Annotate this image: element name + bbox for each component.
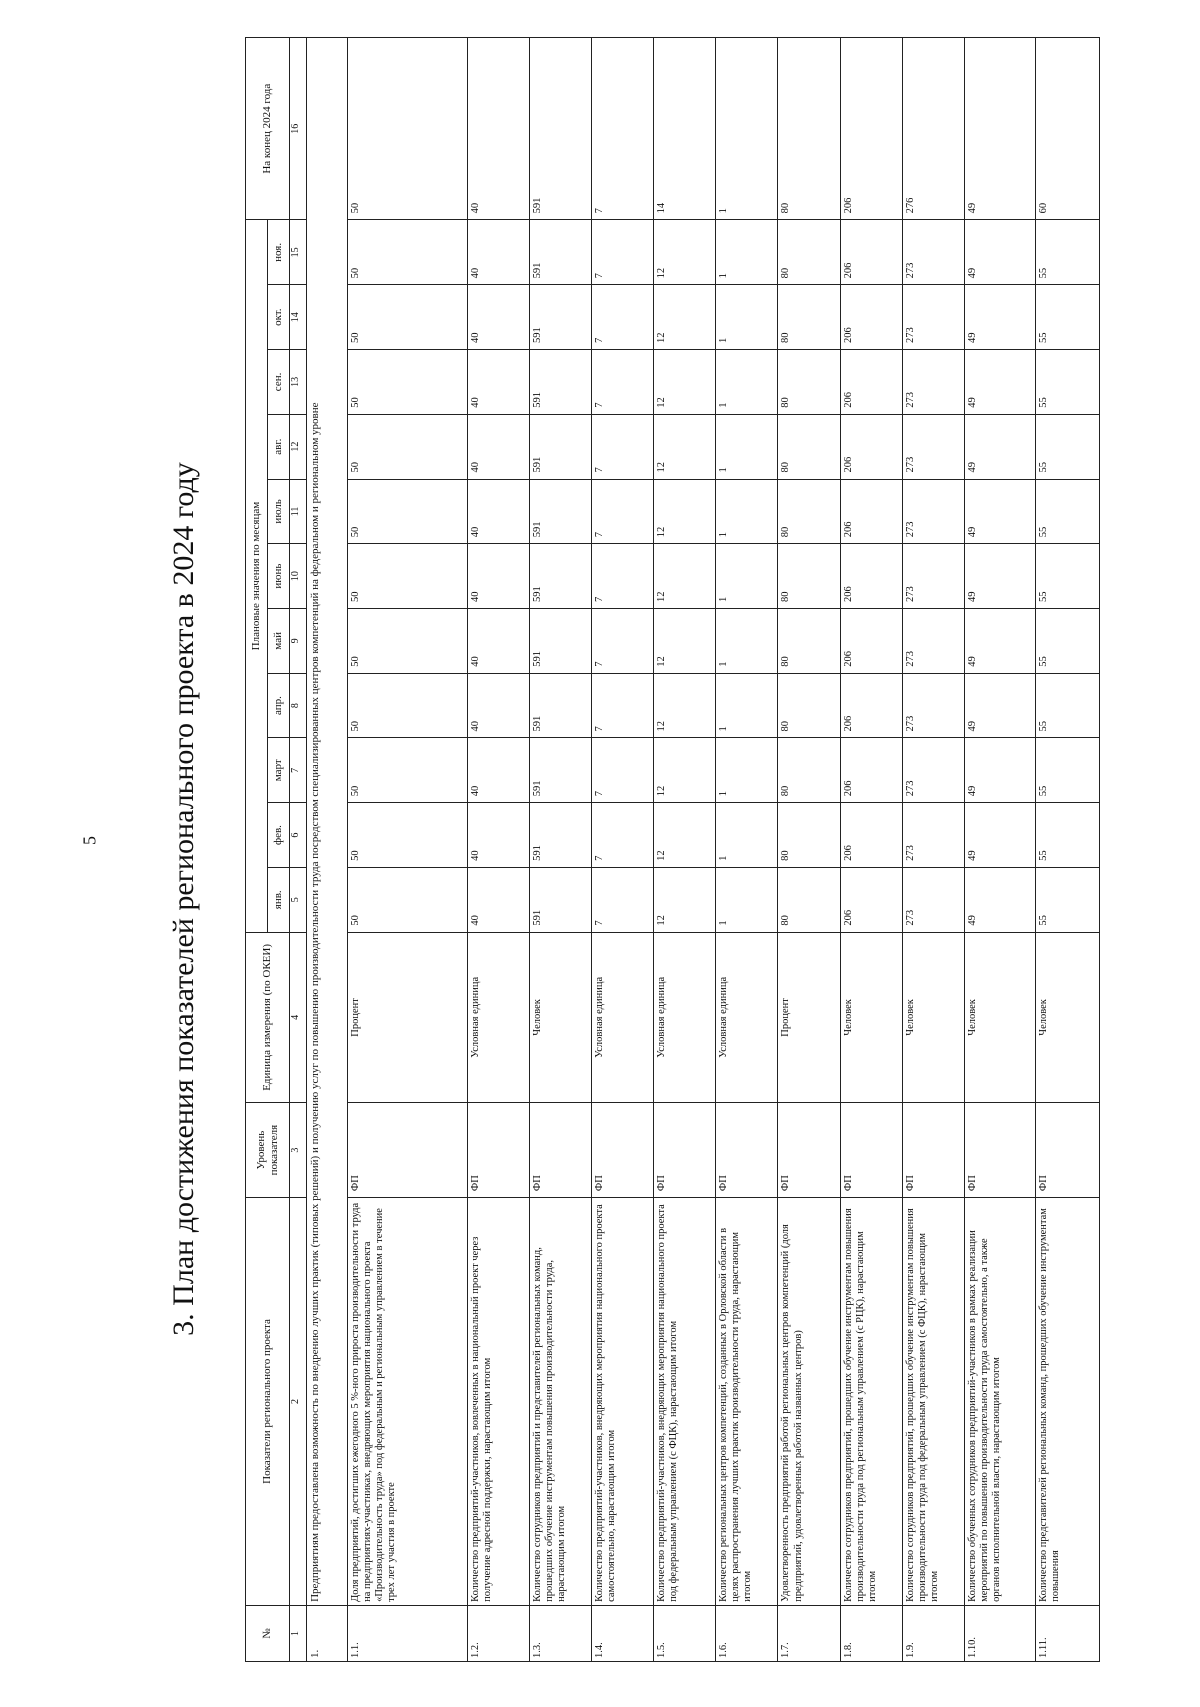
end-value: 276 <box>902 38 964 220</box>
month-value: 50 <box>347 738 467 803</box>
indicator-level: ФП <box>467 1103 529 1198</box>
month-value: 7 <box>592 285 654 350</box>
indicator-level: ФП <box>964 1103 1035 1198</box>
month-value: 273 <box>902 544 964 609</box>
month-value: 80 <box>778 608 840 673</box>
month-value: 50 <box>347 608 467 673</box>
month-value: 1 <box>716 350 778 415</box>
month-value: 55 <box>1035 285 1099 350</box>
month-value: 7 <box>592 350 654 415</box>
header-indicator: Показатели регионального проекта <box>246 1198 290 1606</box>
end-value: 206 <box>840 38 902 220</box>
indicator-name: Удовлетворенность предприятий работой региональных центров компетенций (доля предприятий, удовлетворенных работой названных центров) <box>778 1198 840 1606</box>
header-level: Уровень показателя <box>246 1103 290 1198</box>
month-value: 12 <box>654 544 716 609</box>
page-number: 5 <box>79 836 100 845</box>
end-value: 49 <box>964 38 1035 220</box>
month-value: 50 <box>347 673 467 738</box>
table-row <box>347 38 467 1662</box>
month-value: 206 <box>840 738 902 803</box>
month-value: 1 <box>716 867 778 932</box>
indicator-unit: Условная единица <box>467 932 529 1102</box>
month-value: 273 <box>902 220 964 285</box>
header-month: сен. <box>268 350 290 415</box>
end-value: 591 <box>529 38 591 220</box>
month-value: 591 <box>529 414 591 479</box>
month-value: 1 <box>716 803 778 868</box>
table-row <box>778 38 840 1662</box>
row-number: 1.1. <box>347 1605 467 1661</box>
month-value: 12 <box>654 479 716 544</box>
month-value: 49 <box>964 608 1035 673</box>
month-value: 591 <box>529 738 591 803</box>
month-value: 40 <box>467 803 529 868</box>
indicator-unit: Условная единица <box>654 932 716 1102</box>
column-number: 2 <box>290 1198 307 1606</box>
indicator-name: Количество сотрудников предприятий и представителей региональных команд, прошедших обучение инструментам повышения производительности труда, нарастающим итогом <box>529 1198 591 1606</box>
page-title: 3. План достижения показателей регионального проекта в 2024 году <box>167 462 200 1336</box>
month-value: 50 <box>347 544 467 609</box>
table-row <box>840 38 902 1662</box>
end-value: 60 <box>1035 38 1099 220</box>
header-month: май <box>268 608 290 673</box>
month-value: 591 <box>529 803 591 868</box>
header-end: На конец 2024 года <box>246 38 290 220</box>
month-value: 273 <box>902 414 964 479</box>
section-number: 1. <box>307 1605 348 1661</box>
header-month: фев. <box>268 803 290 868</box>
month-value: 7 <box>592 608 654 673</box>
month-value: 80 <box>778 479 840 544</box>
month-value: 273 <box>902 285 964 350</box>
month-value: 7 <box>592 673 654 738</box>
indicator-name: Количество предприятий-участников, внедряющих мероприятия национального проекта под федеральным управлением (с ФЦК), нарастающим итогом <box>654 1198 716 1606</box>
plan-table-container <box>245 37 1100 1662</box>
month-value: 80 <box>778 673 840 738</box>
indicator-level: ФП <box>1035 1103 1099 1198</box>
month-value: 591 <box>529 350 591 415</box>
indicator-level: ФП <box>716 1103 778 1198</box>
month-value: 50 <box>347 867 467 932</box>
plan-table <box>245 37 1100 1662</box>
month-value: 49 <box>964 544 1035 609</box>
column-number: 14 <box>290 285 307 350</box>
table-row <box>654 38 716 1662</box>
indicator-unit: Человек <box>902 932 964 1102</box>
month-value: 80 <box>778 803 840 868</box>
indicator-unit: Процент <box>347 932 467 1102</box>
month-value: 273 <box>902 479 964 544</box>
month-value: 591 <box>529 867 591 932</box>
month-value: 7 <box>592 220 654 285</box>
header-month: ноя. <box>268 220 290 285</box>
month-value: 40 <box>467 544 529 609</box>
month-value: 40 <box>467 673 529 738</box>
row-number: 1.9. <box>902 1605 964 1661</box>
row-number: 1.11. <box>1035 1605 1099 1661</box>
indicator-name: Количество представителей региональных команд, прошедших обучение инструментам повышения <box>1035 1198 1099 1606</box>
month-value: 80 <box>778 414 840 479</box>
month-value: 206 <box>840 608 902 673</box>
month-value: 40 <box>467 608 529 673</box>
month-value: 12 <box>654 285 716 350</box>
table-row <box>467 38 529 1662</box>
table-row <box>529 38 591 1662</box>
row-number: 1.8. <box>840 1605 902 1661</box>
indicator-unit: Условная единица <box>592 932 654 1102</box>
indicator-name: Количество обученных сотрудников предприятий-участников в рамках реализации мероприятий по повышению производительности труда самостоятельно, а также органов исполнительной власти, нарастающим итогом <box>964 1198 1035 1606</box>
indicator-unit: Человек <box>529 932 591 1102</box>
month-value: 80 <box>778 738 840 803</box>
column-number: 3 <box>290 1103 307 1198</box>
column-number: 4 <box>290 932 307 1102</box>
month-value: 12 <box>654 350 716 415</box>
row-number: 1.5. <box>654 1605 716 1661</box>
month-value: 273 <box>902 608 964 673</box>
indicator-level: ФП <box>778 1103 840 1198</box>
month-value: 206 <box>840 673 902 738</box>
month-value: 1 <box>716 544 778 609</box>
month-value: 1 <box>716 673 778 738</box>
month-value: 49 <box>964 803 1035 868</box>
month-value: 7 <box>592 544 654 609</box>
month-value: 80 <box>778 350 840 415</box>
month-value: 55 <box>1035 738 1099 803</box>
column-number: 16 <box>290 38 307 220</box>
month-value: 1 <box>716 285 778 350</box>
month-value: 80 <box>778 544 840 609</box>
indicator-level: ФП <box>592 1103 654 1198</box>
month-value: 40 <box>467 479 529 544</box>
month-value: 49 <box>964 220 1035 285</box>
month-value: 12 <box>654 608 716 673</box>
indicator-name: Количество предприятий-участников, внедряющих мероприятия национального проекта самостоятельно, нарастающим итогом <box>592 1198 654 1606</box>
month-value: 1 <box>716 608 778 673</box>
month-value: 591 <box>529 479 591 544</box>
month-value: 12 <box>654 867 716 932</box>
table-row <box>964 38 1035 1662</box>
month-value: 55 <box>1035 414 1099 479</box>
month-value: 206 <box>840 285 902 350</box>
month-value: 55 <box>1035 544 1099 609</box>
header-unit: Единица измерения (по ОКЕИ) <box>246 932 290 1102</box>
column-number: 9 <box>290 608 307 673</box>
month-value: 206 <box>840 350 902 415</box>
column-number: 8 <box>290 673 307 738</box>
month-value: 1 <box>716 414 778 479</box>
month-value: 80 <box>778 220 840 285</box>
indicator-level: ФП <box>654 1103 716 1198</box>
indicator-level: ФП <box>840 1103 902 1198</box>
month-value: 50 <box>347 414 467 479</box>
header-plan: Плановые значения по месяцам <box>246 220 268 932</box>
header-month: окт. <box>268 285 290 350</box>
indicator-name: Количество региональных центров компетенций, созданных в Орловской области в целях распространения лучших практик производительности труда, нарастающим итогом <box>716 1198 778 1606</box>
section-title: Предприятиям предоставлена возможность по внедрению лучших практик (типовых решений) и получению услуг по повышению производительности труда посредством специализированных центров компетенций на федеральном и региональном уровне <box>307 38 348 1606</box>
indicator-name: Доля предприятий, достигших ежегодного 5 %-ного прироста производительности труда на предприятиях-участниках, внедряющих мероприятия национального проекта «Производительность труда» под федеральным и региональным управлением в течение трех лет участия в проекте <box>347 1198 467 1606</box>
month-value: 12 <box>654 414 716 479</box>
month-value: 55 <box>1035 673 1099 738</box>
month-value: 591 <box>529 608 591 673</box>
indicator-unit: Условная единица <box>716 932 778 1102</box>
indicator-name: Количество сотрудников предприятий, прошедших обучение инструментам повышения производительности труда под федеральным управлением (с ФЦК), нарастающим итогом <box>902 1198 964 1606</box>
column-number: 12 <box>290 414 307 479</box>
month-value: 40 <box>467 414 529 479</box>
column-number: 7 <box>290 738 307 803</box>
column-number: 5 <box>290 867 307 932</box>
end-value: 1 <box>716 38 778 220</box>
end-value: 7 <box>592 38 654 220</box>
month-value: 206 <box>840 867 902 932</box>
table-row <box>1035 38 1099 1662</box>
header-month: авг. <box>268 414 290 479</box>
month-value: 206 <box>840 479 902 544</box>
indicator-unit: Процент <box>778 932 840 1102</box>
month-value: 40 <box>467 220 529 285</box>
month-value: 55 <box>1035 608 1099 673</box>
end-value: 40 <box>467 38 529 220</box>
month-value: 40 <box>467 738 529 803</box>
month-value: 50 <box>347 479 467 544</box>
row-number: 1.6. <box>716 1605 778 1661</box>
month-value: 55 <box>1035 479 1099 544</box>
month-value: 12 <box>654 738 716 803</box>
indicator-level: ФП <box>902 1103 964 1198</box>
column-number: 6 <box>290 803 307 868</box>
end-value: 14 <box>654 38 716 220</box>
month-value: 55 <box>1035 803 1099 868</box>
month-value: 273 <box>902 867 964 932</box>
end-value: 50 <box>347 38 467 220</box>
column-number: 13 <box>290 350 307 415</box>
month-value: 1 <box>716 738 778 803</box>
table-row <box>902 38 964 1662</box>
month-value: 55 <box>1035 350 1099 415</box>
column-number: 15 <box>290 220 307 285</box>
month-value: 1 <box>716 479 778 544</box>
column-number: 10 <box>290 544 307 609</box>
header-month: янв. <box>268 867 290 932</box>
month-value: 206 <box>840 803 902 868</box>
month-value: 50 <box>347 285 467 350</box>
month-value: 49 <box>964 285 1035 350</box>
column-number: 1 <box>290 1605 307 1661</box>
month-value: 273 <box>902 738 964 803</box>
month-value: 12 <box>654 803 716 868</box>
month-value: 49 <box>964 479 1035 544</box>
month-value: 206 <box>840 544 902 609</box>
month-value: 49 <box>964 867 1035 932</box>
indicator-level: ФП <box>529 1103 591 1198</box>
month-value: 591 <box>529 544 591 609</box>
month-value: 206 <box>840 414 902 479</box>
month-value: 273 <box>902 803 964 868</box>
table-row <box>592 38 654 1662</box>
month-value: 591 <box>529 673 591 738</box>
month-value: 591 <box>529 220 591 285</box>
month-value: 50 <box>347 350 467 415</box>
month-value: 12 <box>654 673 716 738</box>
month-value: 7 <box>592 479 654 544</box>
table-row <box>716 38 778 1662</box>
row-number: 1.4. <box>592 1605 654 1661</box>
row-number: 1.2. <box>467 1605 529 1661</box>
month-value: 206 <box>840 220 902 285</box>
month-value: 49 <box>964 738 1035 803</box>
month-value: 7 <box>592 867 654 932</box>
header-num: № <box>246 1605 290 1661</box>
indicator-name: Количество предприятий-участников, вовлеченных в национальный проект через получение адресной поддержки, нарастающим итогом <box>467 1198 529 1606</box>
indicator-unit: Человек <box>840 932 902 1102</box>
header-month: июнь <box>268 544 290 609</box>
row-number: 1.3. <box>529 1605 591 1661</box>
month-value: 273 <box>902 350 964 415</box>
month-value: 273 <box>902 673 964 738</box>
header-month: апр. <box>268 673 290 738</box>
indicator-unit: Человек <box>964 932 1035 1102</box>
header-month: июль <box>268 479 290 544</box>
month-value: 40 <box>467 867 529 932</box>
month-value: 40 <box>467 285 529 350</box>
month-value: 55 <box>1035 867 1099 932</box>
month-value: 49 <box>964 673 1035 738</box>
row-number: 1.10. <box>964 1605 1035 1661</box>
month-value: 55 <box>1035 220 1099 285</box>
month-value: 1 <box>716 220 778 285</box>
indicator-name: Количество сотрудников предприятий, прошедших обучение инструментам повышения производительности труда под региональным управлением (с РЦК), нарастающим итогом <box>840 1198 902 1606</box>
month-value: 50 <box>347 803 467 868</box>
month-value: 591 <box>529 285 591 350</box>
row-number: 1.7. <box>778 1605 840 1661</box>
month-value: 7 <box>592 414 654 479</box>
month-value: 80 <box>778 867 840 932</box>
month-value: 50 <box>347 220 467 285</box>
indicator-level: ФП <box>347 1103 467 1198</box>
month-value: 49 <box>964 414 1035 479</box>
column-number: 11 <box>290 479 307 544</box>
month-value: 12 <box>654 220 716 285</box>
month-value: 80 <box>778 285 840 350</box>
end-value: 80 <box>778 38 840 220</box>
month-value: 40 <box>467 350 529 415</box>
month-value: 7 <box>592 738 654 803</box>
month-value: 7 <box>592 803 654 868</box>
indicator-unit: Человек <box>1035 932 1099 1102</box>
month-value: 49 <box>964 350 1035 415</box>
header-month: март <box>268 738 290 803</box>
